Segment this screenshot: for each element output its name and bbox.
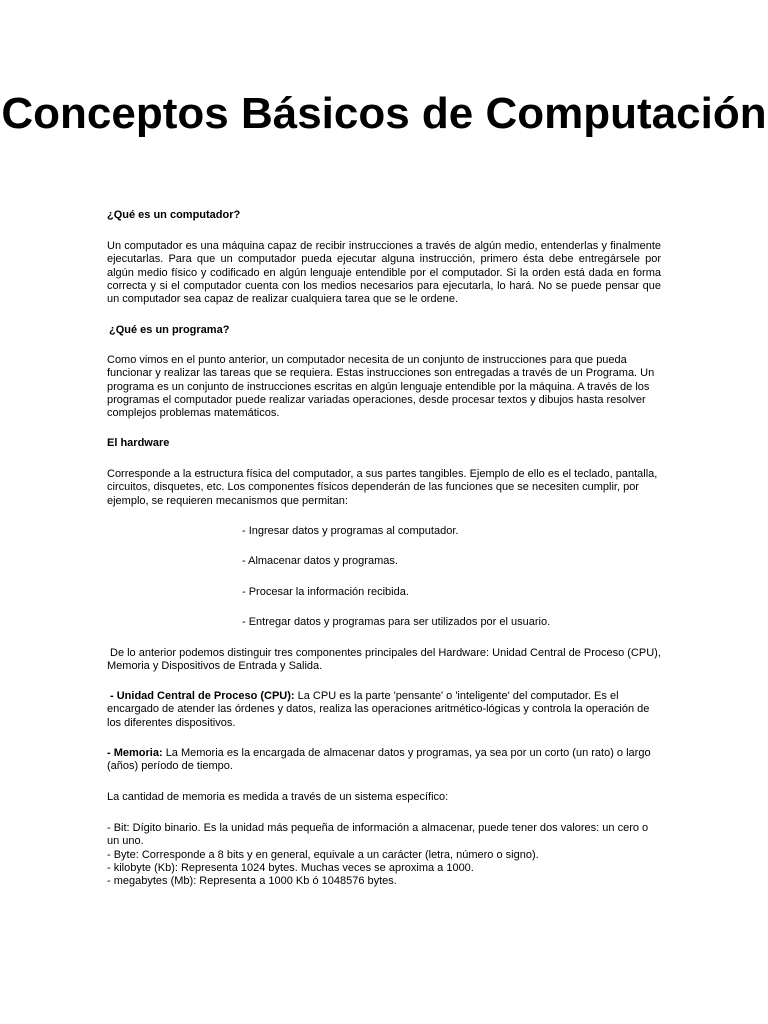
memoria-text: La Memoria es la encargada de almacenar datos y programas, ya sea por un corto (un rato) o largo (años) período de tiempo. [107, 747, 651, 773]
paragraph-programa: Como vimos en el punto anterior, un computador necesita de un conjunto de instrucciones para que pueda funcionar y realizar las tareas que se requiera. Estas instrucciones son entregadas a través de un Programa. Un programa es un conjunto de instrucciones escritas en algún lenguaje entendible por la máquina. A través de los programas el computador puede realizar variadas operaciones, desde procesar textos y dibujos hasta resolver complejos problemas matemáticos. [107, 354, 655, 420]
list-item: - Almacenar datos y programas. [242, 555, 398, 567]
memory-units-list [107, 822, 661, 888]
cpu-text: La CPU es la parte 'pensante' o 'inteligente' del computador. Es el encargado de atender las órdenes y datos, realiza las operaciones aritmético-lógicas y controla la operación de los diferentes dispositivos. [107, 690, 650, 729]
paragraph-computador: Un computador es una máquina capaz de recibir instrucciones a través de algún medio, entenderlas y finalmente ejecutarlas. Para que un computador pueda ejecutar alguna instrucción, primero ésta debe entregársele por algún medio físico y codificado en algún lenguaje entendible por el computador. Si la orden está dada en forma correcta y si el computador cuenta con los medios necesarios para ejecutarla, lo hará. No se puede pensar que un computador sea capaz de realizar cualquiera tarea que se le ordene. [107, 240, 661, 306]
list-item: - Byte: Corresponde a 8 bits y en general, equivale a un carácter (letra, número o signo). [107, 848, 539, 861]
cpu-label: - Unidad Central de Proceso (CPU): [110, 690, 295, 702]
list-item: - Bit: Dígito binario. Es la unidad más pequeña de información a almacenar, puede tener dos valores: un cero o un uno. [107, 822, 649, 848]
heading-hardware: El hardware [107, 437, 170, 449]
paragraph-hardware: Corresponde a la estructura física del computador, a sus partes tangibles. Ejemplo de ello es el teclado, pantalla, circuitos, disquetes, etc. Los componentes físicos dependerán de las funciones que se necesiten cumplir, por ejemplo, se requieren mecanismos que permitan: [107, 468, 658, 507]
paragraph-memoria [107, 747, 661, 774]
page-title: Conceptos Básicos de Computación [1, 89, 767, 138]
paragraph-componentes: De lo anterior podemos distinguir tres componentes principales del Hardware: Unidad Central de Proceso (CPU), Memoria y Dispositivos de Entrada y Salida. [107, 647, 661, 673]
paragraph-medida-memoria: La cantidad de memoria es medida a través de un sistema específico: [107, 791, 449, 803]
list-item: - Ingresar datos y programas al computador. [242, 525, 459, 537]
paragraph-cpu [107, 690, 661, 730]
list-item: - Entregar datos y programas para ser utilizados por el usuario. [242, 616, 551, 628]
list-item: - kilobyte (Kb): Representa 1024 bytes. Muchas veces se aproxima a 1000. [107, 861, 474, 874]
heading-que-es-programa: ¿Qué es un programa? [109, 324, 230, 336]
list-item: - megabytes (Mb): Representa a 1000 Kb ó 1048576 bytes. [107, 875, 397, 888]
heading-que-es-computador: ¿Qué es un computador? [107, 209, 241, 221]
memoria-label: - Memoria: [107, 747, 163, 759]
list-item: - Procesar la información recibida. [242, 586, 409, 598]
